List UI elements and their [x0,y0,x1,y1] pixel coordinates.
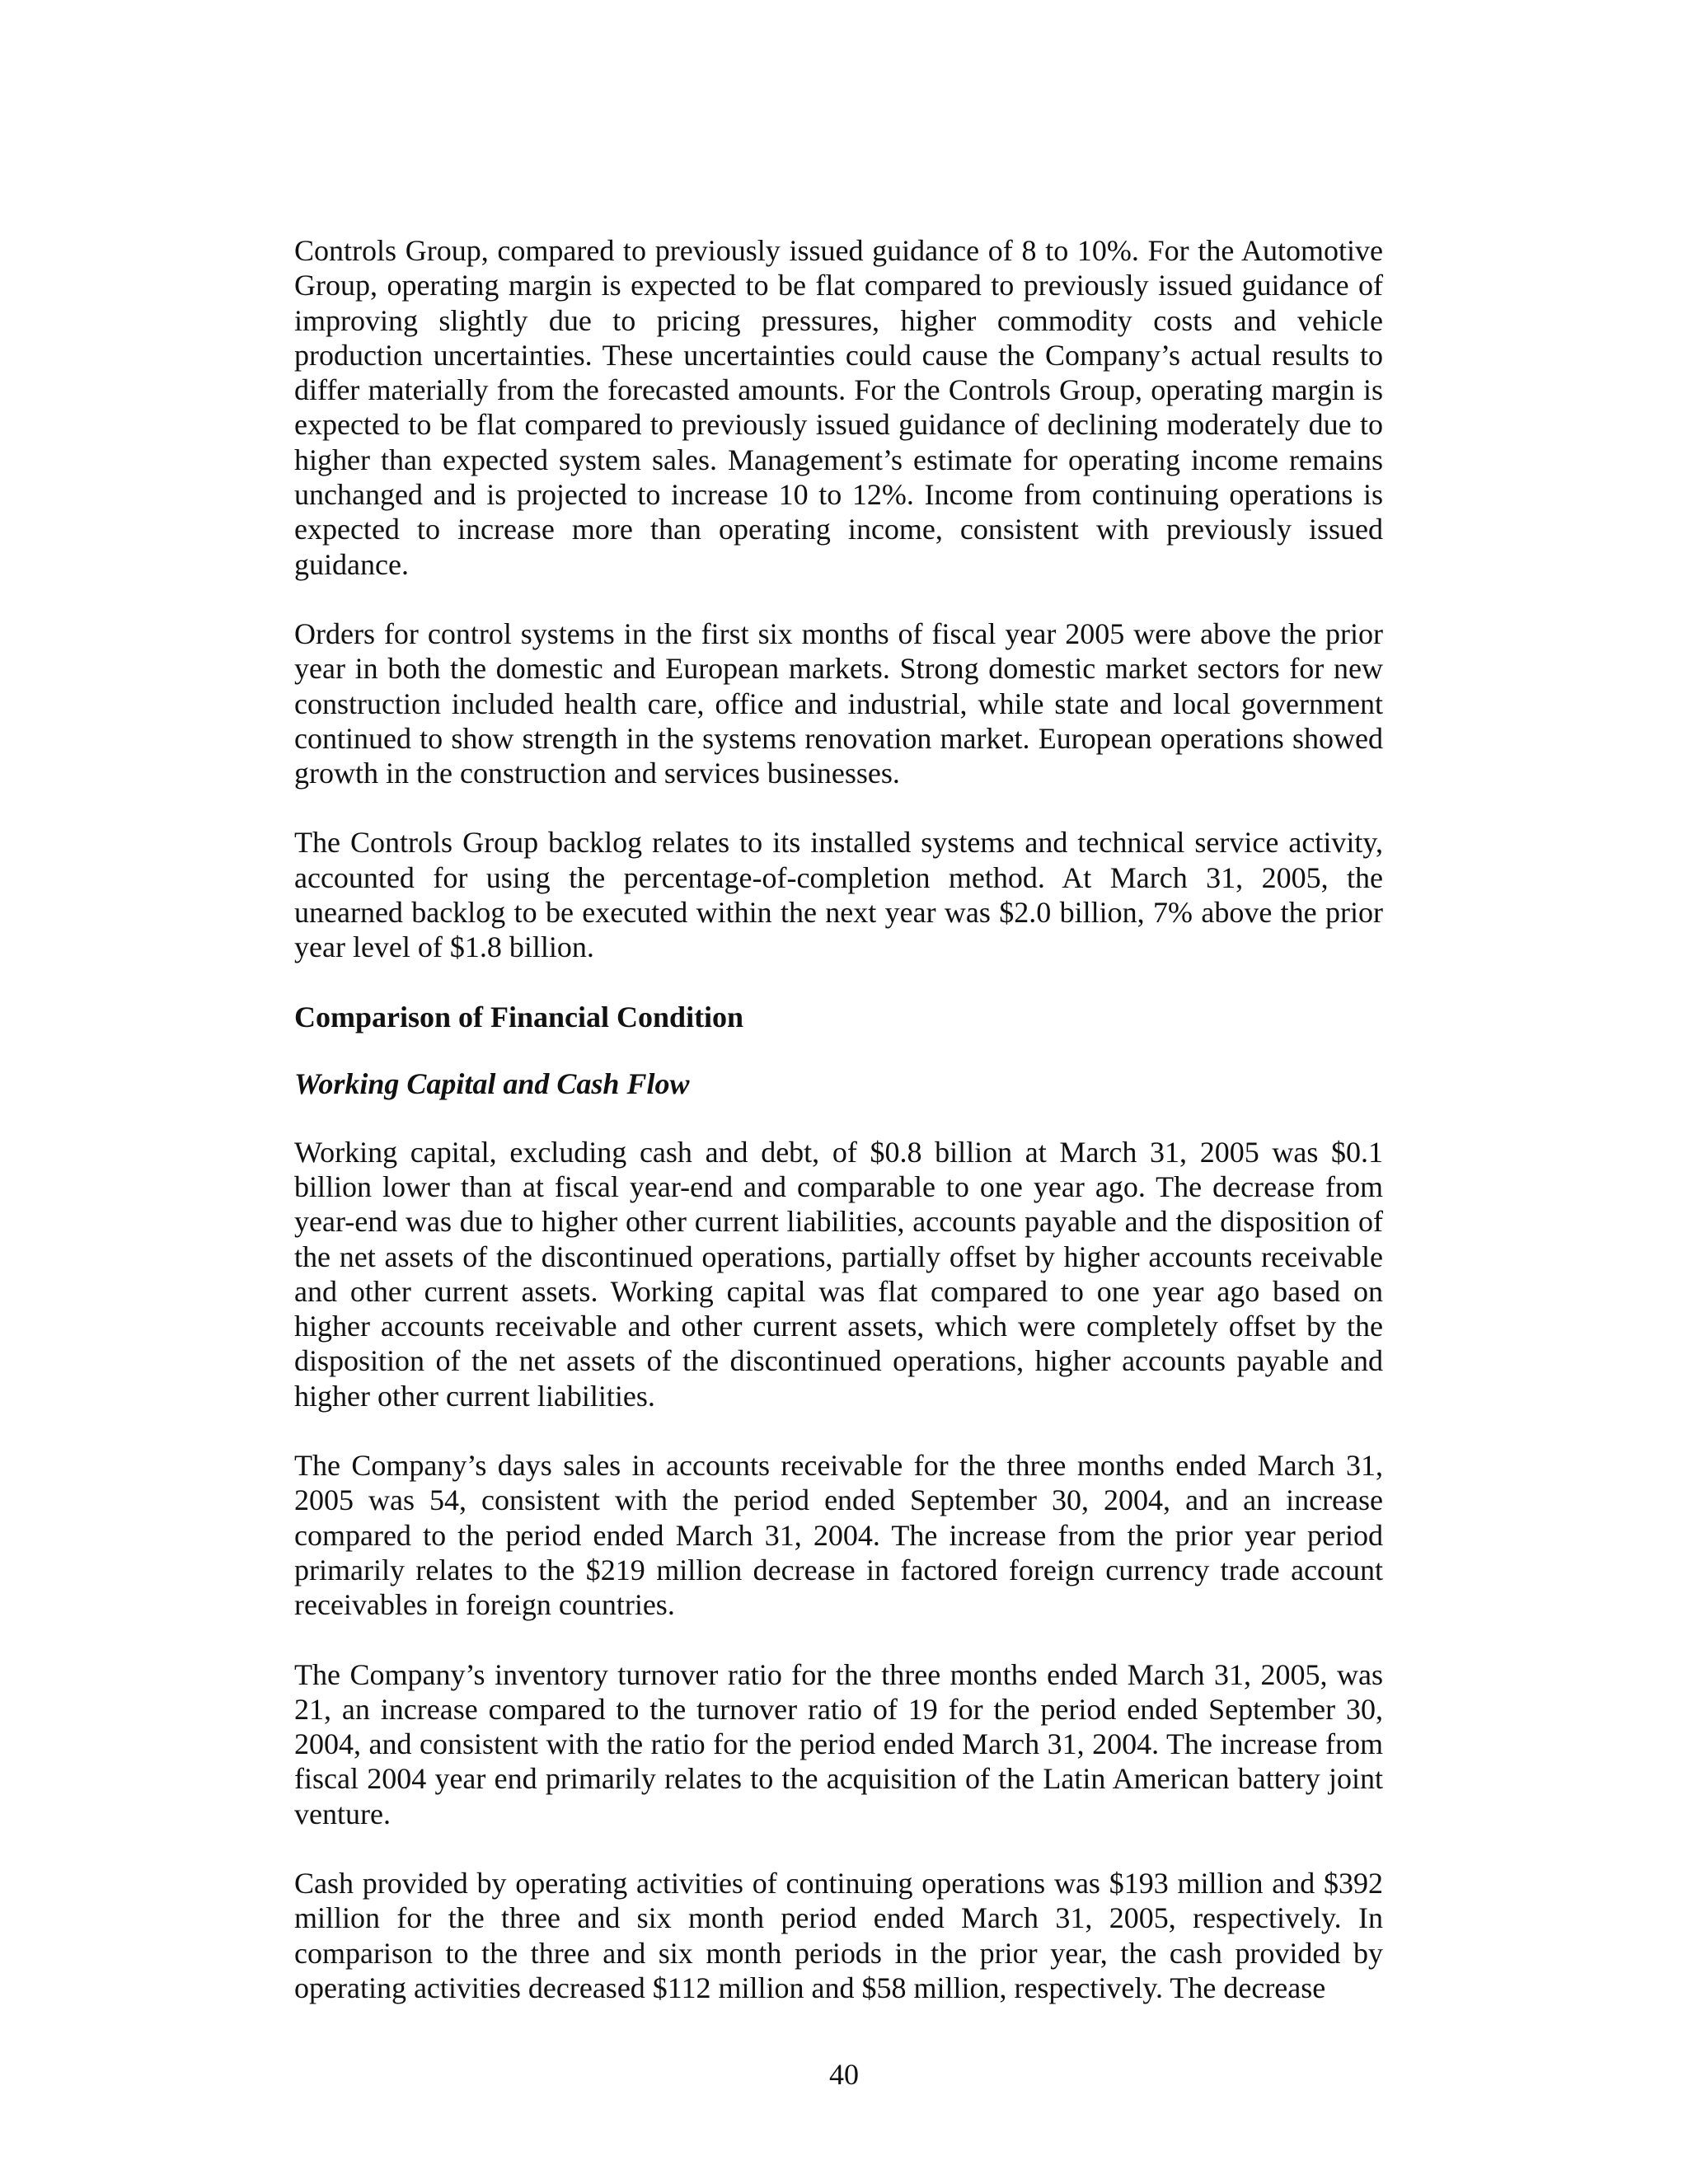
paragraph-control-systems-orders: Orders for control systems in the first six months of fiscal year 2005 were above the prior year in both the domestic and European markets. Strong domestic market sectors for new construction included health care, office and industrial, while state and local government continued to show strength in the systems renovation market. European operations showed growth in the construction and services businesses. [294,616,1383,790]
page-number: 40 [829,2058,859,2091]
document-body [294,233,1383,2005]
paragraph-operating-cash-flow: Cash provided by operating activities of continuing operations was $193 million and $392 million for the three and six month period ended March 31, 2005, respectively. In comparison to the three and six month periods in the prior year, the cash provided by operating activities decreased $112 million and $58 million, respectively. The decrease [294,1866,1383,2004]
subsection-heading-working-capital: Working Capital and Cash Flow [294,1066,690,1100]
paragraph-days-sales-receivable: The Company’s days sales in accounts receivable for the three months ended March 31, 2005 was 54, consistent with the period ended September 30, 2004, and an increase compared to the period ended March 31, 2004. The increase from the prior year period primarily relates to the $219 million decrease in factored foreign currency trade account receivables in foreign countries. [294,1449,1383,1622]
section-heading-financial-condition: Comparison of Financial Condition [294,1000,744,1033]
paragraph-working-capital: Working capital, excluding cash and debt, of $0.8 billion at March 31, 2005 was $0.1 billion lower than at fiscal year-end and comparable to one year ago. The decrease from year-end was due to higher other current liabilities, accounts payable and the disposition of the net assets of the discontinued operations, partially offset by higher accounts receivable and other current assets. Working capital was flat compared to one year ago based on higher accounts receivable and other current assets, which were completely offset by the disposition of the net assets of the discontinued operations, higher accounts payable and higher other current liabilities. [294,1135,1383,1413]
paragraph-controls-backlog: The Controls Group backlog relates to its installed systems and technical service activity, accounted for using the percentage-of-completion method. At March 31, 2005, the unearned backlog to be executed within the next year was $2.0 billion, 7% above the prior year level of $1.8 billion. [294,826,1383,964]
paragraph-inventory-turnover: The Company’s inventory turnover ratio for the three months ended March 31, 2005, was 21, an increase compared to the turnover ratio of 19 for the period ended September 30, 2004, and consistent with the ratio for the period ended March 31, 2004. The increase from fiscal 2004 year end primarily relates to the acquisition of the Latin American battery joint venture. [294,1657,1383,1830]
paragraph-operating-margin-outlook: Controls Group, compared to previously issued guidance of 8 to 10%. For the Automotive Group, operating margin is expected to be flat compared to previously issued guidance of improving slightly due to pricing pressures, higher commodity costs and vehicle production uncertainties. These uncertainties could cause the Company’s actual results to differ materially from the forecasted amounts. For the Controls Group, operating margin is expected to be flat compared to previously issued guidance of declining moderately due to higher than expected system sales. Management’s estimate for operating income remains unchanged and is projected to increase 10 to 12%. Income from continuing operations is expected to increase more than operating income, consistent with previously issued guidance. [294,234,1383,581]
